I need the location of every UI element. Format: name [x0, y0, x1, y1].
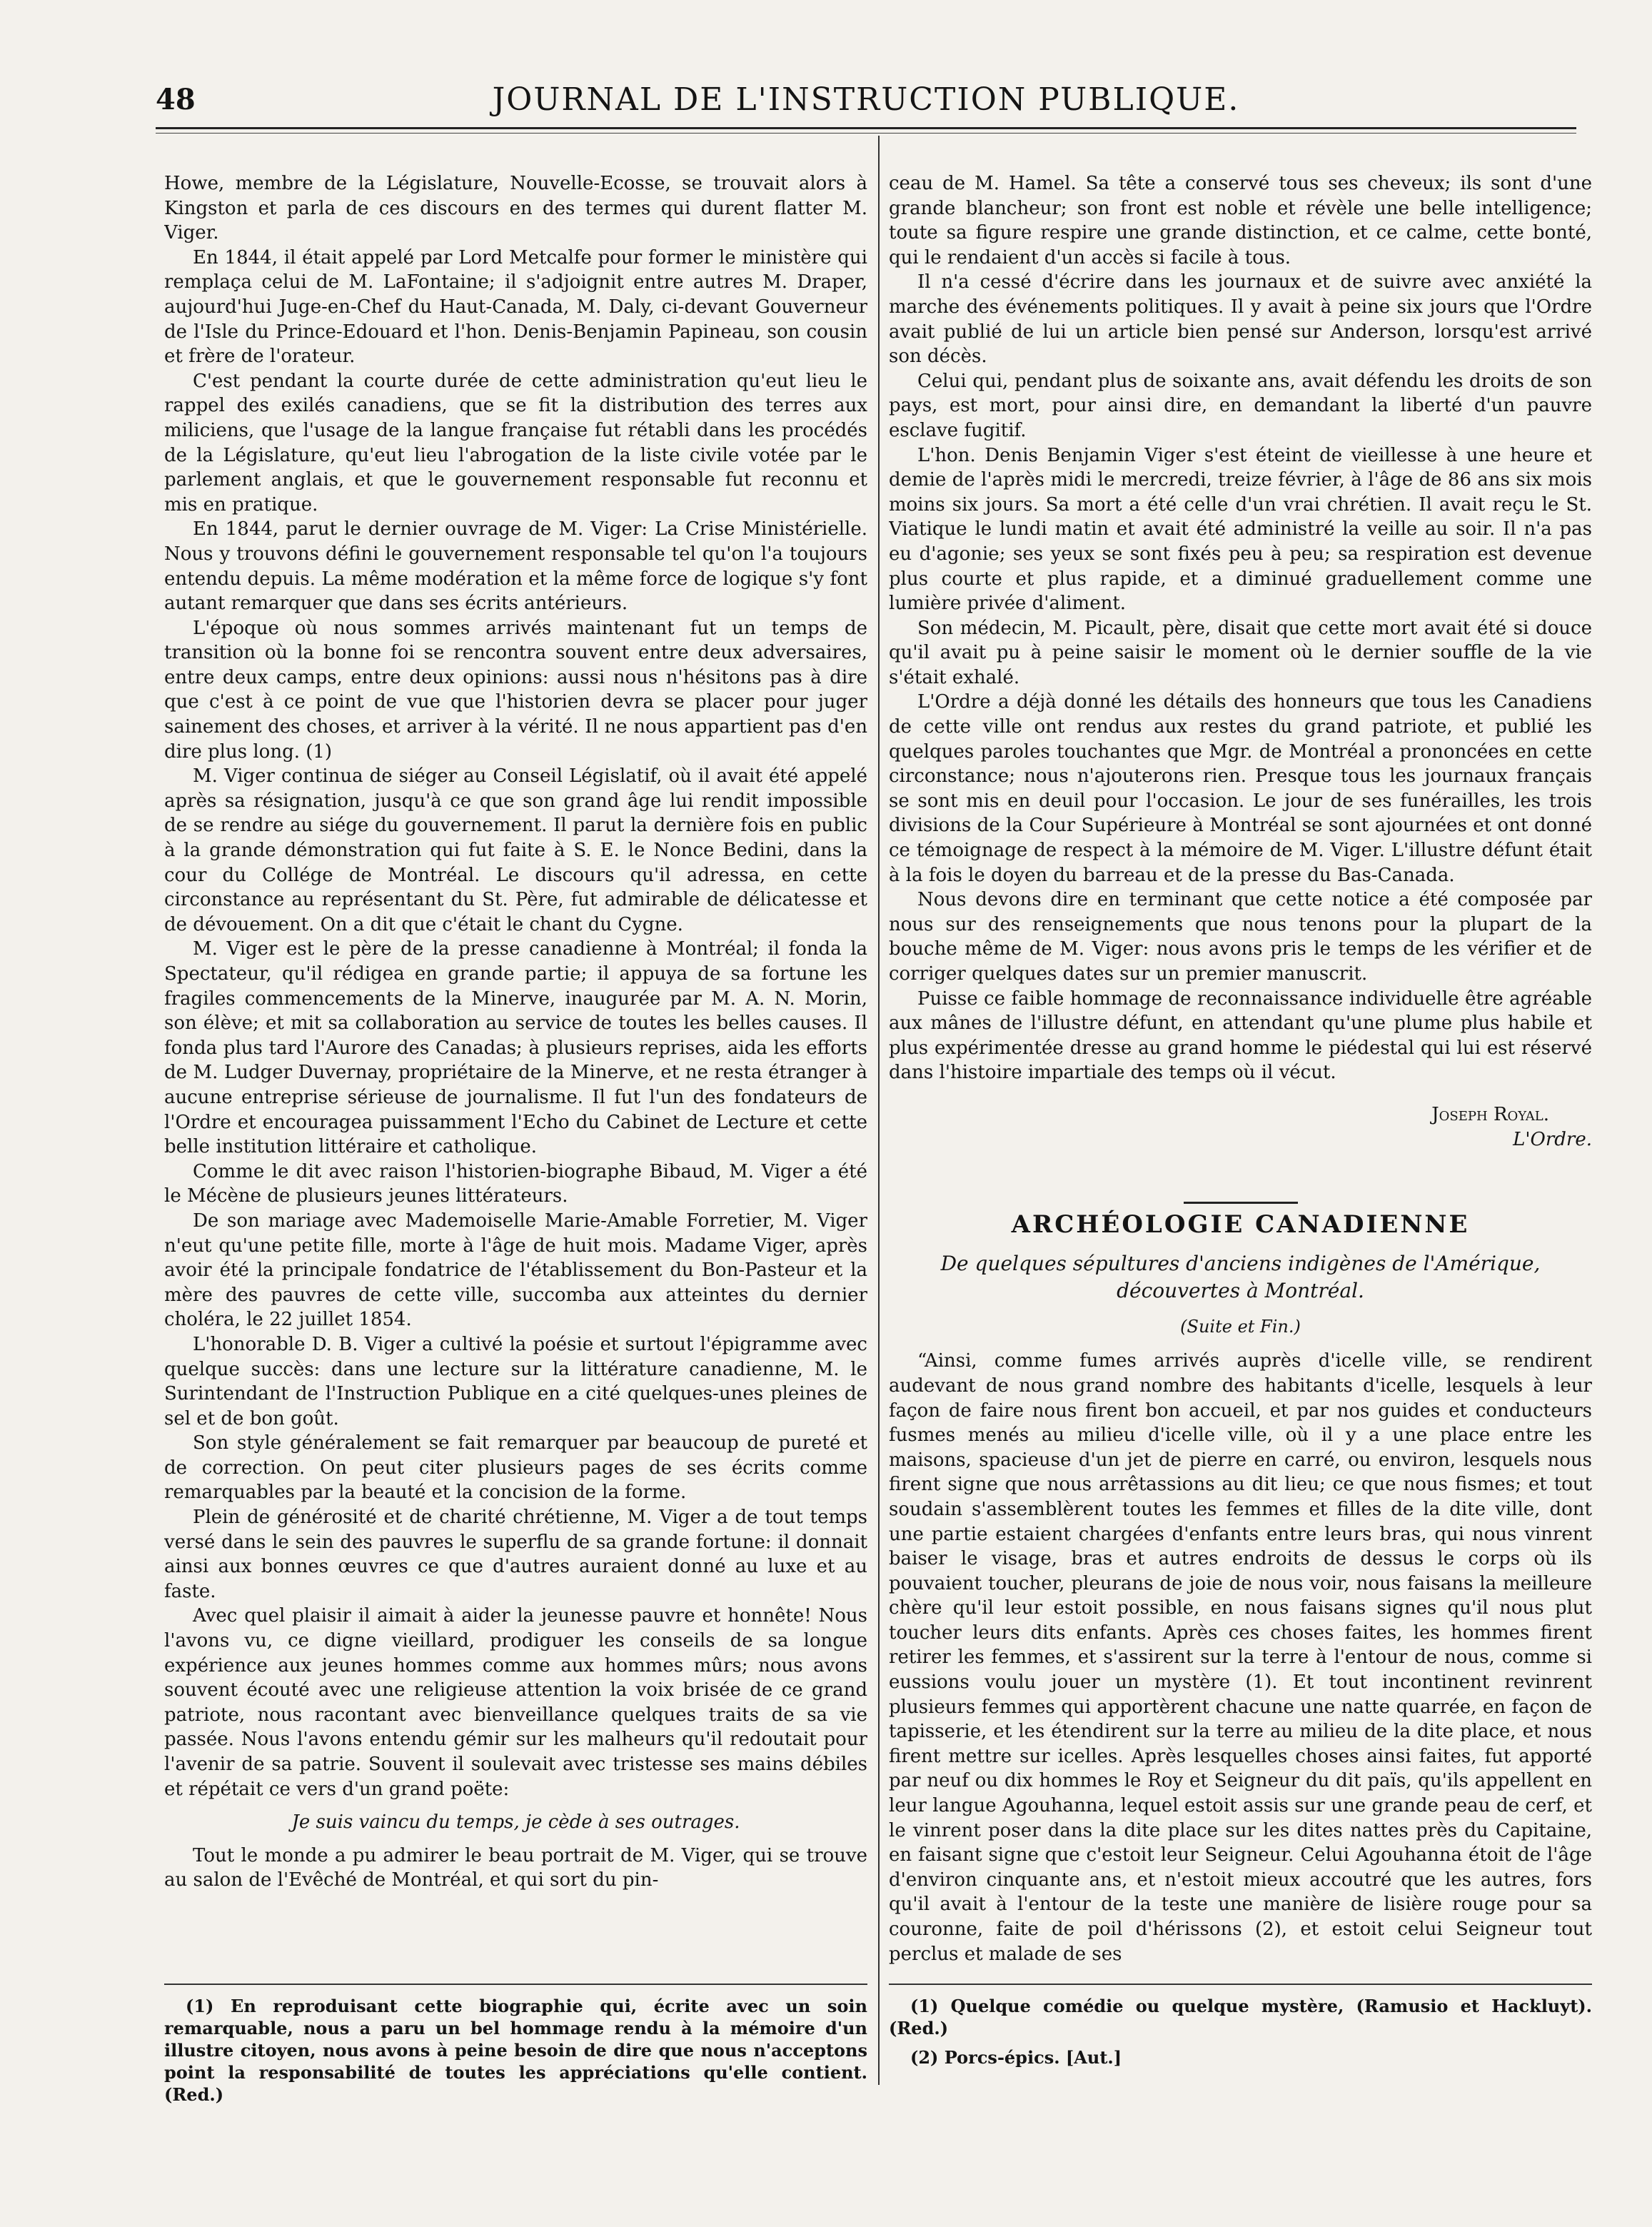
- paragraph: Il n'a cessé d'écrire dans les journaux et de suivre avec anxiété la marche des événements politiques. Il y avait à peine six jours que l'Ordre avait publié de lui un article bien pensé sur Anderson, lorsqu'est arrivé son décès.: [889, 271, 1592, 368]
- paragraph: Comme le dit avec raison l'historien-biographe Bibaud, M. Viger a été le Mécène de plusieurs jeunes littérateurs.: [164, 1160, 867, 1207]
- paragraph: M. Viger est le père de la presse canadienne à Montréal; il fonda la Spectateur, qu'il rédigea en grande partie; il appuya de sa fortune les fragiles commencements de la Minerve, inaugurée par M. A. N. Morin, son élève; et mit sa collaboration au service de toutes les belles causes. Il fonda plus tard l'Aurore des Canadas; à plusieurs reprises, aida les efforts de M. Ludger Duvernay, propriétaire de la Minerve, et ne resta étranger à aucune entreprise sérieuse de journalisme. Il fut l'un des fondateurs de l'Ordre et encouragea puissamment l'Echo du Cabinet de Lecture et cette belle institution littéraire et catholique.: [164, 938, 867, 1158]
- header-rule: [156, 127, 1576, 134]
- paragraph: Howe, membre de la Législature, Nouvelle-Ecosse, se trouvait alors à Kingston et parla de ces discours en des termes qui durent flatter M. Viger.: [164, 173, 867, 244]
- paragraph: ceau de M. Hamel. Sa tête a conservé tous ses cheveux; ils sont d'une grande blancheur; son front est noble et révèle une belle intelligence; toute sa figure respire une grande distinction, et ce calme, cette bonté, qui le rendaient d'un accès si facile à tous.: [889, 173, 1592, 268]
- paragraph: De son mariage avec Mademoiselle Marie-Amable Forretier, M. Viger n'eut qu'une petite fille, morte à l'âge de huit mois. Madame Viger, après avoir été la principale fondatrice de l'établissement du Bon-Pasteur et la mère des pauvres de cette ville, succomba aux atteintes du dernier choléra, le 22 juillet 1854.: [164, 1210, 867, 1331]
- paragraph: Son style généralement se fait remarquer par beaucoup de pureté et de correction. On peut citer plusieurs pages de ses écrits comme remarquables par la beauté et la concision de la forme.: [164, 1432, 867, 1504]
- paragraph: Plein de générosité et de charité chrétienne, M. Viger a de tout temps versé dans le sein des pauvres le superflu de sa grande fortune: il donnait ainsi aux bonnes œuvres ce que d'autres auraient donné au luxe et au faste.: [164, 1507, 867, 1602]
- continuation-note: (Suite et Fin.): [1180, 1316, 1301, 1337]
- paragraph: “Ainsi, comme fumes arrivés auprès d'icelle ville, se rendirent audevant de nous grand nombre des habitants d'icelle, lesquels à leur façon de faire nous firent bon accueil, et par nos guides et conducteurs fusmes menés au milieu d'icelle ville, où il y a une place entre les maisons, spacieuse d'un jet de pierre en carré, ou environ, lesquels nous firent signe que nous arrêtassions au dit lieu; ce que nous fismes; et tout soudain s'assemblèrent toutes les femmes et filles de la dite ville, dont une partie estaient chargées d'enfants entre leurs bras, qui nous vinrent baiser le visage, bras et autres endroits de dessus le corps où ils pouvaient toucher, pleurans de joie de nous voir, nous faisans la meilleure chère qu'il leur estoit possible, en nous faisans signes qu'il nous plut toucher leurs dits enfants. Après ces choses faites, les hommes firent retirer les femmes, et s'assirent sur la terre à l'entour de nous, comme si eussions voulu jouer un mystère (1). Et tout incontinent revinrent plusieurs femmes qui apportèrent chacune une natte quarrée, en façon de tapisserie, et les étendirent sur la terre au milieu de la dite place, et nous firent mettre sur icelles. Après lesquelles choses ainsi faites, fut apporté par neuf ou dix hommes le Roy et Seigneur du dit païs, qu'ils appellent en leur langue Agouhanna, lequel estoit assis sur une grande peau de cerf, et le vinrent poser dans la dite place sur les dites nattes près du Capitaine, en faisant signe que c'estoit leur Seigneur. Celui Agouhanna étoit de l'âge d'environ cinquante ans, et n'estoit mieux accoutré que les autres, fors qu'il avait à l'entour de la teste une manière de lisière rouge pour sa couronne, faite de poil d'hérissons (2), et estoit celui Seigneur tout perclus et malade de ses: [889, 1350, 1592, 1965]
- heading-rule: [1184, 1202, 1298, 1204]
- left-footnotes: [164, 1984, 867, 2113]
- paragraph: Celui qui, pendant plus de soixante ans, avait défendu les droits de son pays, est mort, pour ainsi dire, en demandant la liberté d'un pauvre esclave fugitif.: [889, 370, 1592, 441]
- paragraph: Nous devons dire en terminant que cette notice a été composée par nous sur des renseignements que nous tenons pour la plupart de la bouche même de M. Viger: nous avons pris le temps de les vérifier et de corriger quelques dates sur un premier manuscrit.: [889, 889, 1592, 985]
- column-divider: [878, 136, 880, 2085]
- paragraph: L'époque où nous sommes arrivés maintenant fut un temps de transition où la bonne foi se rencontra souvent entre deux adversaires, entre deux camps, entre deux opinions: aussi nous n'hésitons pas à dire que c'est à ce point de vue que l'historien devra se placer pour juger sainement des choses, et arriver à la vérité. Il ne nous appartient pas d'en dire plus long. (1): [164, 617, 867, 763]
- paragraph: L'hon. Denis Benjamin Viger s'est éteint de vieillesse à une heure et demie de l'après midi le mercredi, treize février, à l'âge de 86 ans six mois moins six jours. Sa mort a été celle d'un vrai chrétien. Il avait reçu le St. Viatique le lundi matin et avait été administré la veille au soir. Il n'a pas eu d'agonie; ses yeux se sont fixés peu à peu; sa respiration est devenue plus courte et plus rapide, et a diminué graduellement comme une lumière privée d'aliment.: [889, 444, 1592, 615]
- paragraph: En 1844, parut le dernier ouvrage de M. Viger: La Crise Ministérielle. Nous y trouvons défini le gouvernement responsable tel qu'on l'a toujours entendu depuis. La même modération et la même force de logique s'y font autant remarquer que dans ses écrits antérieurs.: [164, 518, 867, 615]
- footnote: (1) Quelque comédie ou quelque mystère, (Ramusio et Hackluyt). (Red.): [889, 1996, 1592, 2039]
- right-footnotes: [889, 1984, 1592, 2076]
- section-heading: [889, 1202, 1592, 1240]
- left-column: [164, 171, 867, 1978]
- journal-title: JOURNAL DE L'INSTRUCTION PUBLIQUE.: [492, 81, 1240, 118]
- paragraph: En 1844, il était appelé par Lord Metcalfe pour former le ministère qui remplaça celui de M. LaFontaine; il s'adjoignit entre autres M. Draper, aujourd'hui Juge-en-Chef du Haut-Canada, M. Daly, ci-devant Gouverneur de l'Isle du Prince-Edouard et l'hon. Denis-Benjamin Papineau, son cousin et frère de l'orateur.: [164, 246, 867, 368]
- paragraph: Son médecin, M. Picault, père, disait que cette mort avait été si douce qu'il avait pu à peine saisir le moment où le dernier souffle de la vie s'était exhalé.: [889, 617, 1592, 688]
- quoted-verse: Je suis vaincu du temps, je cède à ses outrages.: [291, 1811, 740, 1834]
- section-title: ARCHÉOLOGIE CANADIENNE: [1011, 1210, 1470, 1240]
- paragraph: C'est pendant la courte durée de cette administration qu'eut lieu le rappel des exilés canadiens, que se fit la distribution des terres aux miliciens, que l'usage de la langue française fut rétabli dans les procédés de la Législature, qu'eut lieu l'abrogation de la liste civile votée par le parlement anglais, et que le gouvernement responsable fut reconnu et mis en pratique.: [164, 370, 867, 516]
- signature-name: Joseph Royal.: [1431, 1103, 1549, 1125]
- paragraph: L'honorable D. B. Viger a cultivé la poésie et surtout l'épigramme avec quelque succès: dans une lecture sur la littérature canadienne, M. le Surintendant de l'Instruction Publique en a cité quelques-unes pleines de sel et de bon goût.: [164, 1333, 867, 1429]
- page-header: [156, 77, 1576, 127]
- section-subtitle: De quelques sépultures d'anciens indigènes de l'Amérique, découvertes à Montréal.: [940, 1251, 1541, 1302]
- footnote-rule: [889, 1984, 1592, 1985]
- right-column: [889, 171, 1592, 1978]
- paragraph: Tout le monde a pu admirer le beau portrait de M. Viger, qui se trouve au salon de l'Evêché de Montréal, et qui sort du pin-: [164, 1844, 867, 1891]
- page-number: 48: [156, 83, 196, 116]
- paragraph: M. Viger continua de siéger au Conseil Législatif, où il avait été appelé après sa résignation, jusqu'à ce que son grand âge lui rendit impossible de se rendre au siége du gouvernement. Il parut la dernière fois en public à la grande démonstration qui fut faite à S. E. le Nonce Bedini, dans la cour du Collége de Montréal. Le discours qu'il adressa, en cette circonstance au représentant du St. Père, fut admirable de délicatesse et de dévouement. On a dit que c'était le chant du Cygne.: [164, 765, 867, 935]
- signature-source: L'Ordre.: [1513, 1128, 1592, 1150]
- footnote: (1) En reproduisant cette biographie qui, écrite avec un soin remarquable, nous a paru un bel hommage rendu à la mémoire d'un illustre citoyen, nous avons à peine besoin de dire que nous n'acceptons point la responsabilité de toutes les appréciations qu'elle contient. (Red.): [164, 1996, 867, 2105]
- paragraph: Avec quel plaisir il aimait à aider la jeunesse pauvre et honnête! Nous l'avons vu, ce digne vieillard, prodiguer les conseils de sa longue expérience aux jeunes hommes comme aux hommes mûrs; nous avons souvent écouté avec une religieuse attention la voix brisée de ce grand patriote, nous racontant avec bienveillance quelques traits de sa vie passée. Nous l'avons entendu gémir sur les malheurs qu'il redoutait pour l'avenir de sa patrie. Souvent il soulevait avec tristesse ses mains débiles et répétait ce vers d'un grand poëte:: [164, 1605, 867, 1800]
- paragraph: Puisse ce faible hommage de reconnaissance individuelle être agréable aux mânes de l'illustre défunt, en attendant qu'une plume plus habile et plus expérimentée dresse au grand homme le piédestal qui lui est réservé dans l'histoire impartiale des temps où il vécut.: [889, 987, 1592, 1084]
- footnote: (2) Porcs-épics. [Aut.]: [910, 2047, 1122, 2068]
- footnote-rule: [164, 1984, 867, 1985]
- signature: [889, 1102, 1592, 1152]
- paragraph: L'Ordre a déjà donné les détails des honneurs que tous les Canadiens de cette ville ont rendus aux restes du grand patriote, et publié les quelques paroles touchantes que Mgr. de Montréal a prononcées en cette circonstance; nous n'ajouterons rien. Presque tous les journaux français se sont mis en deuil pour l'occasion. Le jour de ses funérailles, les trois divisions de la Cour Supérieure à Montréal se sont ajournées et ont donné ce témoignage de respect à la mémoire de M. Viger. L'illustre défunt était à la fois le doyen du barreau et de la presse du Bas-Canada.: [889, 691, 1592, 886]
